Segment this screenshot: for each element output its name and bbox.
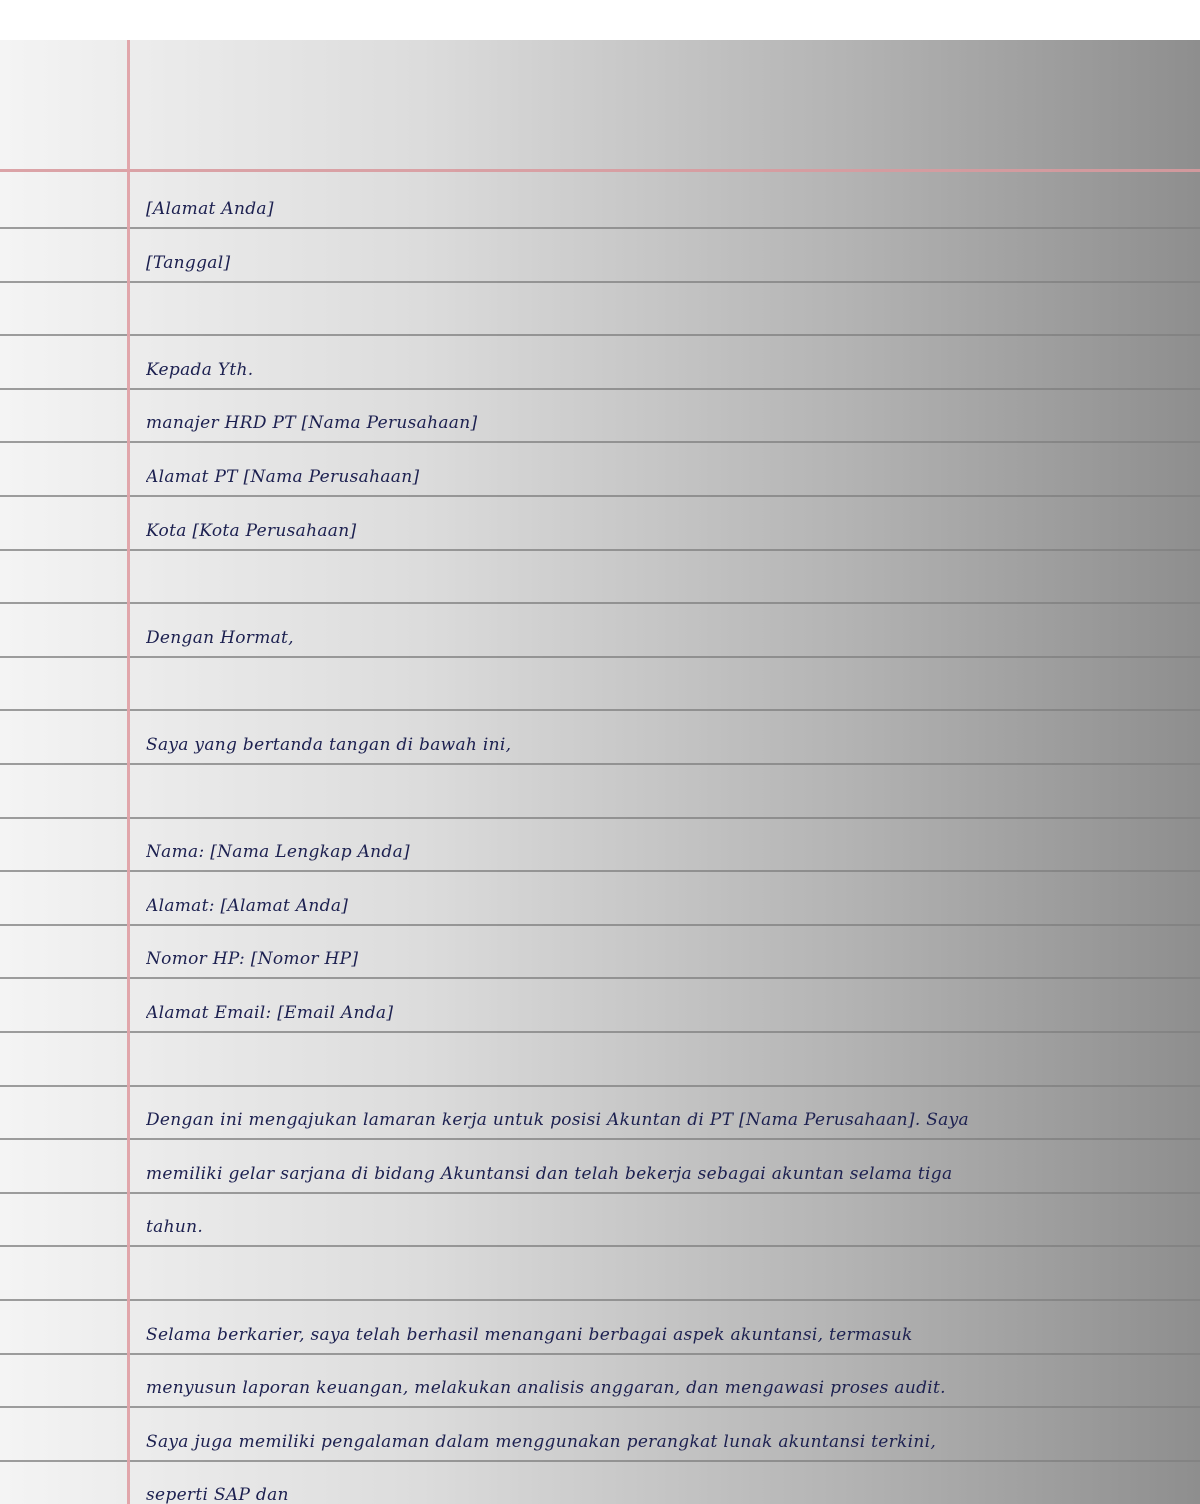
letter-line: [146, 296, 1186, 336]
letter-line: Alamat Email: [Email Anda]: [146, 1003, 394, 1023]
letter-line: [146, 1047, 1186, 1087]
letter-line: Saya juga memiliki pengalaman dalam menggunakan perangkat lunak akuntansi terkini,: [146, 1432, 937, 1452]
letter-line: Selama berkarier, saya telah berhasil menangani berbagai aspek akuntansi, termasuk: [146, 1325, 913, 1345]
letter-line: seperti SAP dan: [146, 1485, 289, 1504]
letter-line: Nama: [Nama Lengkap Anda]: [146, 842, 410, 862]
letter-line: [146, 564, 1186, 604]
letter-line: Dengan ini mengajukan lamaran kerja untuk posisi Akuntan di PT [Nama Perusahaan]. Saya: [146, 1110, 969, 1130]
letter-line: tahun.: [146, 1217, 204, 1237]
letter-line: [Alamat Anda]: [146, 199, 274, 219]
letter-line: [Tanggal]: [146, 253, 231, 273]
letter-line: memiliki gelar sarjana di bidang Akuntansi dan telah bekerja sebagai akuntan selama tiga: [146, 1164, 953, 1184]
letter-line: Saya yang bertanda tangan di bawah ini,: [146, 735, 512, 755]
letter-line: [146, 1261, 1186, 1301]
letter-line: Alamat: [Alamat Anda]: [146, 896, 349, 916]
lined-paper: [0, 40, 1200, 1504]
letter-line: menyusun laporan keuangan, melakukan analisis anggaran, dan mengawasi proses audit.: [146, 1378, 946, 1398]
letter-line: Dengan Hormat,: [146, 628, 294, 648]
handwritten-letter: [0, 40, 1200, 1504]
letter-line: Kepada Yth.: [146, 360, 254, 380]
letter-line: [146, 779, 1186, 819]
letter-line: Alamat PT [Nama Perusahaan]: [146, 467, 420, 487]
letter-line: [146, 671, 1186, 711]
letter-line: manajer HRD PT [Nama Perusahaan]: [146, 413, 478, 433]
letter-line: Kota [Kota Perusahaan]: [146, 521, 357, 541]
top-margin: [0, 0, 1200, 40]
letter-line: Nomor HP: [Nomor HP]: [146, 949, 359, 969]
